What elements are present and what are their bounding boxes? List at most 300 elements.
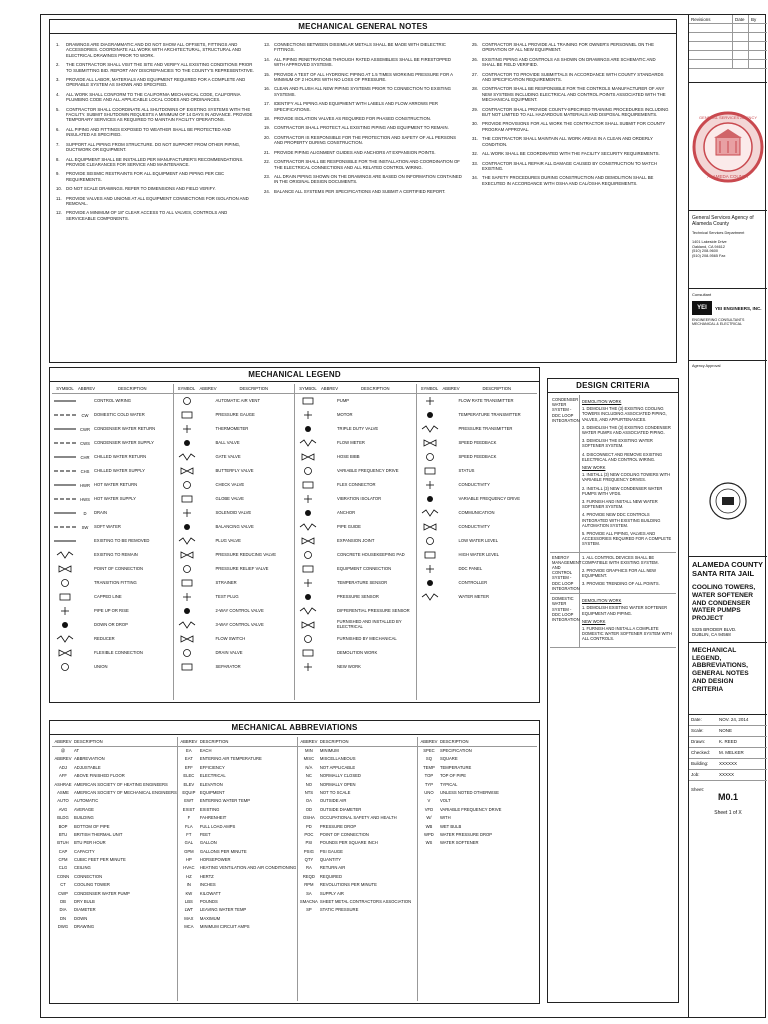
project-info-table [689,715,767,781]
abbreviation-description: QUANTITY [319,857,342,863]
note-item [472,175,670,186]
project-name: ALAMEDA COUNTY SANTA RITA JAIL [692,560,763,578]
legend-description: CONDUCTIVITY [458,523,490,529]
legend-row [295,394,416,408]
legend-symbol [52,620,78,630]
legend-row [52,436,173,450]
legend-row [295,422,416,436]
legend-row [52,590,173,604]
info-row [689,759,767,770]
note-item [472,86,670,102]
abbreviation-row [418,764,537,772]
legend-symbol-icon [296,522,320,532]
legend-row [52,450,173,464]
legend-row [174,408,295,422]
legend-description: DOMESTIC COLD WATER [94,411,145,417]
legend-symbol [417,480,443,490]
abbreviation: EAT [184,756,193,762]
legend-description: WATER METER [458,593,489,599]
abbreviation: HP [185,857,192,863]
note-item [264,72,462,83]
note-number: 27. [472,71,478,77]
legend-description: PRESSURE GAUGE [215,411,255,417]
abbreviation-row [298,906,417,914]
sheet-of-count: Sheet 1 of X [714,809,742,816]
abbreviation-row [298,797,417,805]
note-number: 32. [472,151,478,157]
abbreviation-row [418,781,537,789]
abbreviation-row [178,747,297,755]
legend-description: STRAINER [215,579,237,585]
abbreviation-row [418,831,537,839]
legend-symbol [417,564,443,574]
legend-symbol-icon [418,550,442,560]
legend-symbol [295,620,321,630]
legend-row [295,590,416,604]
legend-symbol-icon [53,396,77,406]
abbreviation-description: AMERICAN SOCIETY OF HEATING ENGINEERS [74,781,168,787]
abbreviation: SQ [425,756,432,762]
note-text: CONTRACTOR IS RESPONSIBLE FOR THE PROTECTION AND SAFETY OF ALL PERSONS AND PROPERTY DURING CONSTRUCTION. [274,134,457,146]
abbreviation: EA [186,748,192,753]
legend-description: DRAIN VALVE [215,649,243,655]
legend-row [174,646,295,660]
legend-symbol [52,410,78,420]
note-text: PROVIDE A TEST OF ALL HYDRONIC PIPING AT 1.5 TIMES WORKING PRESSURE FOR A MINIMUM OF 2 HOURS WITH NO LOSS OF PRESSURE. [274,71,453,83]
legend-symbol-icon [53,578,77,588]
abbreviation-row [178,906,297,914]
note-text: ALL WORK SHALL BE COORDINATED WITH THE FACILITY SECURITY REQUIREMENTS. [482,151,660,157]
abbreviation-description: NOT TO SCALE [319,789,351,795]
legend-description: TRANSITION FITTING [94,579,137,585]
legend-description: FLEX CONNECTOR [337,481,376,487]
abbreviation-row [298,881,417,889]
abbreviation: DWG [57,924,69,930]
legend-row [52,534,173,548]
legend-symbol [417,424,443,434]
abbreviation-row [418,789,537,797]
design-criteria-title: DESIGN CRITERIA [548,379,678,393]
legend-symbol [295,634,321,644]
info-value: XXXXX [719,772,735,778]
legend-abbrev: CHS [80,468,90,474]
abbreviation: OD [305,806,313,812]
abbreviation: KW [185,890,193,896]
note-number: 33. [472,160,478,166]
note-text: PROVIDE A MINIMUM OF 18" CLEAR ACCESS TO ALL VALVES, CONTROLS AND SERVICEABLE COMPONENTS. [66,210,228,221]
legend-symbol-icon [418,466,442,476]
legend-symbol [174,620,200,630]
abbreviation-description: DOWN [74,915,88,921]
legend-grid [52,384,537,700]
note-text: IDENTIFY ALL PIPING AND EQUIPMENT WITH LABELS AND FLOW ARROWS PER SPECIFICATIONS. [274,101,438,112]
abbreviation: WPD [424,831,434,837]
legend-row [52,660,173,674]
abbreviation-description: REQUIRED [319,873,342,879]
criteria-subheading: NEW WORK [582,618,606,624]
legend-symbol-icon [418,480,442,490]
legend-symbol-icon [53,564,77,574]
note-number: 20. [264,134,270,140]
abbreviation-description: MINIMUM [319,748,339,753]
revision-row [689,60,767,69]
abbreviation: LWT [184,907,194,913]
abbreviation: CT [60,882,66,888]
legend-row [174,520,295,534]
abbreviation: LBS [184,899,193,905]
abbreviation-description: WET BULB [439,823,462,829]
legend-symbol-icon [418,494,442,504]
abbreviation-row [298,755,417,763]
abbreviation-description: ELEVATION [199,781,223,787]
note-item [56,107,254,123]
legend-description: FURNISHED BY MECHANICAL [337,635,397,641]
abbreviation-description: NORMALLY OPEN [319,781,356,787]
criteria-section [550,395,676,553]
legend-symbol [174,550,200,560]
legend-description: PRESSURE RELIEF VALVE [215,565,269,571]
abbreviation: SP [306,907,312,913]
note-text: THE CONTRACTOR SHALL MAINTAIN ALL WORK AREAS IN A CLEAN AND ORDERLY CONDITION. [482,136,653,147]
abbreviation: FT [186,831,192,837]
legend-symbol-icon [296,662,320,672]
legend-row [174,590,295,604]
legend-symbol [295,522,321,532]
note-number: 12. [56,210,62,216]
legend-row [52,422,173,436]
legend-symbol-icon [53,452,77,462]
legend-description: TEMPERATURE TRANSMITTER [458,411,521,417]
abbreviation-description: BRITISH THERMAL UNIT [74,831,123,837]
abbreviation: DN [59,915,67,921]
abbreviation-row [298,823,417,831]
note-text: PROVIDE VALVES AND UNIONS AT ALL EQUIPMENT CONNECTIONS FOR ISOLATION AND REMOVAL. [66,195,249,206]
firm-name: YEI ENGINEERS, INC. [715,305,762,311]
abbreviation-description: TYPICAL [439,781,458,787]
revisions-table [689,15,767,83]
legend-symbol [174,452,200,462]
legend-symbol-icon [296,620,320,630]
abbreviation-row [52,923,177,931]
criteria-section-label: DOMESTIC WATER SYSTEM - DDC LOOP INTEGRATION [550,594,580,646]
legend-row [174,436,295,450]
legend-symbol [52,494,78,504]
note-text: PROVIDE ISOLATION VALVES AS REQUIRED FOR PHASED CONSTRUCTION. [274,116,432,122]
note-item [472,107,670,118]
legend-description: HOSE BIBB [337,453,360,459]
abbreviation: CFM [58,857,68,863]
note-item [56,196,254,207]
abbreviations-header [418,737,537,747]
abbreviation-description: DRAWING [74,924,95,930]
desc-header: DESCRIPTION [319,739,349,744]
abbreviation-row [52,764,177,772]
legend-symbol [417,592,443,602]
legend-symbol [295,578,321,588]
criteria-paragraph: 4. PROVIDE NEW DDC CONTROLS INTEGRATED WITH EXISTING BUILDING AUTOMATION SYSTEM. [582,512,661,528]
agency-seal [689,83,767,211]
abbreviation: MCA [184,924,194,930]
abbreviation: TEMP [423,764,435,770]
legend-row [295,436,416,450]
legend-symbol-icon [175,578,199,588]
abbreviation: QTY [304,857,314,863]
legend-symbol-icon [175,620,199,630]
abbreviation: PD [305,823,312,829]
legend-symbol-icon [175,396,199,406]
abbreviation: SPEC [423,748,435,753]
abbreviation-row [52,831,177,839]
abbreviations-column [298,737,418,1001]
legend-symbol-icon [418,410,442,420]
abbreviation-row [52,814,177,822]
note-number: 34. [472,175,478,181]
legend-symbol-icon [53,550,77,560]
legend-symbol-icon [175,466,199,476]
criteria-subheading: NEW WORK [582,465,606,471]
legend-symbol [52,578,78,588]
note-item [472,151,670,156]
legend-description: TEMPERATURE SENSOR [337,579,388,585]
department-name: Technical Services Department [692,231,745,236]
legend-symbol-icon [296,410,320,420]
legend-row [295,646,416,660]
abbreviation: ASHRAE [54,781,72,787]
legend-symbol-icon [53,466,77,476]
legend-column [417,384,538,700]
note-text: BALANCE ALL SYSTEMS PER SPECIFICATIONS AND SUBMIT A CERTIFIED REPORT. [274,188,446,194]
abbreviation: BLDG [57,815,69,821]
note-number: 19. [264,125,270,131]
legend-description: VARIABLE FREQUENCY DRIVE [458,495,521,501]
abbreviation-row [418,747,537,755]
legend-symbol-icon [53,494,77,504]
legend-row [295,478,416,492]
abbreviation-description: STATIC PRESSURE [319,907,359,913]
project-subtitle: COOLING TOWERS, WATER SOFTENER AND CONDENSER WATER PUMPS PROJECT [692,584,756,623]
abbreviation: AVG [58,806,68,812]
note-text: PROVIDE PIPING ALIGNMENT GUIDES AND ANCHORS AT EXPANSION POINTS. [274,149,436,155]
criteria-section-text [580,594,676,646]
legend-symbol [174,508,200,518]
legend-description: CHECK VALVE [215,481,245,487]
criteria-paragraph: 2. INSTALL (3) NEW CONDENSER WATER PUMPS WITH VFDS. [582,485,663,496]
legend-symbol-icon [175,634,199,644]
abbreviation-description: RETURN AIR [319,865,346,871]
legend-desc-header: DESCRIPTION [482,386,512,391]
abbreviation-row [298,814,417,822]
legend-abbrev: CWR [79,426,90,432]
abbreviation-description: UNLESS NOTED OTHERWISE [439,789,499,795]
abbreviation-description: PRESSURE DROP [319,823,357,829]
note-number: 11. [56,195,62,201]
legend-symbol-icon [418,452,442,462]
note-number: 21. [264,149,270,155]
abbreviation-description: SHEET METAL CONTRACTORS ASSOCIATION [319,899,412,905]
county-seal-icon [689,83,767,211]
note-text: CONTRACTOR SHALL COORDINATE ALL SHUTDOWNS OF EXISTING SYSTEMS WITH THE FACILITY. SUBMIT SHUTDOWN REQUESTS A MINIMUM OF 14 DAYS IN ADVANCE. PROVIDE TEMPORARY SERVICES AS REQUIRED TO MAINTAIN FACILITY OPERATIONS. [66,106,253,123]
abbreviation-description: AVERAGE [74,806,94,812]
legend-symbol-icon [296,648,320,658]
abbreviation-description: EQUIPMENT [199,789,225,795]
abbreviation-description: DIAMETER [74,907,96,913]
legend-row [295,408,416,422]
abbreviation-row [298,839,417,847]
legend-row [52,604,173,618]
firm-line: MECHANICAL & ELECTRICAL [692,322,742,327]
note-item [56,127,254,138]
abbreviation-row [418,772,537,780]
legend-symbol [417,438,443,448]
abbreviation: MIN [305,748,313,753]
legend-row [52,506,173,520]
abbreviation: CONN [56,873,70,879]
legend-symbol-header: SYMBOL [420,386,439,391]
abbreviation: IN [186,882,191,888]
abbreviation-description: ABOVE FINISHED FLOOR [74,773,125,779]
abbreviation: WB [425,823,433,829]
legend-row [295,576,416,590]
legend-symbol-icon [296,634,320,644]
legend-row [417,408,538,422]
legend-symbol-icon [53,648,77,658]
agency-address-line: (510) 208-9565 Fax [692,253,726,258]
legend-description: EXISTING TO BE REMOVED [94,537,150,543]
legend-symbol-icon [175,648,199,658]
legend-symbol-icon [175,452,199,462]
abbreviation: POC [304,831,314,837]
legend-row [52,520,173,534]
legend-row [174,478,295,492]
legend-symbol [295,466,321,476]
legend-row [295,492,416,506]
note-number: 18. [264,116,270,122]
legend-row [295,534,416,548]
note-item [56,186,254,191]
legend-row [52,646,173,660]
legend-symbol [174,578,200,588]
legend-header [174,384,295,394]
legend-description: ANCHOR [337,509,356,515]
legend-symbol-icon [418,424,442,434]
note-number: 10. [56,186,62,192]
abbreviation: ABBREV [54,756,72,762]
rev-by-label: By [751,17,757,22]
note-item [56,210,254,221]
legend-row [417,590,538,604]
revisions-label: Revisions [689,15,733,23]
legend-abbrev: CHR [80,454,90,460]
abbreviation-row [178,923,297,931]
legend-row [52,408,173,422]
legend-symbol-icon [418,578,442,588]
abbreviation: SA [306,890,312,896]
seal-top-text: GENERAL SERVICES AGENCY [698,115,758,120]
legend-row [295,548,416,562]
project-address-line: DUBLIN, CA 94568 [692,632,731,638]
legend-row [295,506,416,520]
legend-row [174,548,295,562]
legend-symbol-icon [53,522,77,532]
abbreviation-row [52,772,177,780]
abbreviation: OA [305,798,312,804]
abbreviation-description: BOTTOM OF PIPE [74,823,110,829]
legend-description: PRESSURE REDUCING VALVE [215,551,277,557]
project-address-line: 5325 BRODER BLVD. [692,626,737,632]
abbreviation-row [178,898,297,906]
abbreviation-description: WATER PRESSURE DROP [439,831,493,837]
abbreviation: HVAC [183,865,195,871]
legend-description: MOTOR [337,411,353,417]
legend-row [295,464,416,478]
legend-symbol [52,508,78,518]
legend-desc-header: DESCRIPTION [239,386,269,391]
legend-symbol [295,396,321,406]
legend-description: PRESSURE SENSOR [337,593,379,599]
legend-abbrev: SW [81,524,89,530]
note-item [472,72,670,83]
note-item [264,57,462,68]
legend-symbol [52,424,78,434]
abbreviation: ELEV [183,781,195,787]
legend-symbol-icon [296,452,320,462]
legend-row [52,478,173,492]
abbreviation: EXIST [182,806,195,812]
agency-info [689,211,767,289]
title-block [688,15,767,1017]
abbreviation-description: GALLON [199,840,217,846]
legend-symbol-icon [53,606,77,616]
info-key: Scale: [691,728,704,734]
legend-symbol-icon [418,536,442,546]
legend-symbol [417,508,443,518]
abbreviation-description: AT [74,748,80,753]
note-item [56,142,254,153]
legend-symbol [295,536,321,546]
note-number: 16. [264,86,270,92]
legend-symbol-icon [296,606,320,616]
abbreviations-grid [52,737,537,1001]
abbreviation: NO [305,781,313,787]
legend-symbol [174,466,200,476]
consultant-block [689,289,767,361]
legend-description: SPEED FEEDBACK [458,439,497,445]
legend-symbol [295,592,321,602]
criteria-subheading: DEMOLITION WORK [582,598,622,604]
revision-row [689,24,767,33]
abbreviation: V [427,798,431,804]
abbreviation: OSHA [302,815,315,821]
info-row [689,715,767,726]
abbreviation-description: MISCELLANEOUS [319,756,356,762]
note-number: 24. [264,188,270,194]
abbreviation: CLG [58,865,68,871]
note-number: 25. [472,42,478,47]
abbreviation-description: POINT OF CONNECTION [319,831,369,837]
abbreviation: MAX [184,915,194,921]
notes-column [56,42,254,356]
abbreviation: NC [305,773,312,779]
legend-row [295,632,416,646]
abbreviation-description: OUTSIDE AIR [319,798,347,804]
criteria-section [550,594,676,647]
note-text: CLEAN AND FLUSH ALL NEW PIPING SYSTEMS PRIOR TO CONNECTION TO EXISTING SYSTEMS. [274,86,451,97]
legend-description: PIPE GUIDE [337,523,361,529]
legend-symbol [52,452,78,462]
legend-row [52,618,173,632]
abbreviation-row [298,764,417,772]
criteria-section [550,553,676,594]
